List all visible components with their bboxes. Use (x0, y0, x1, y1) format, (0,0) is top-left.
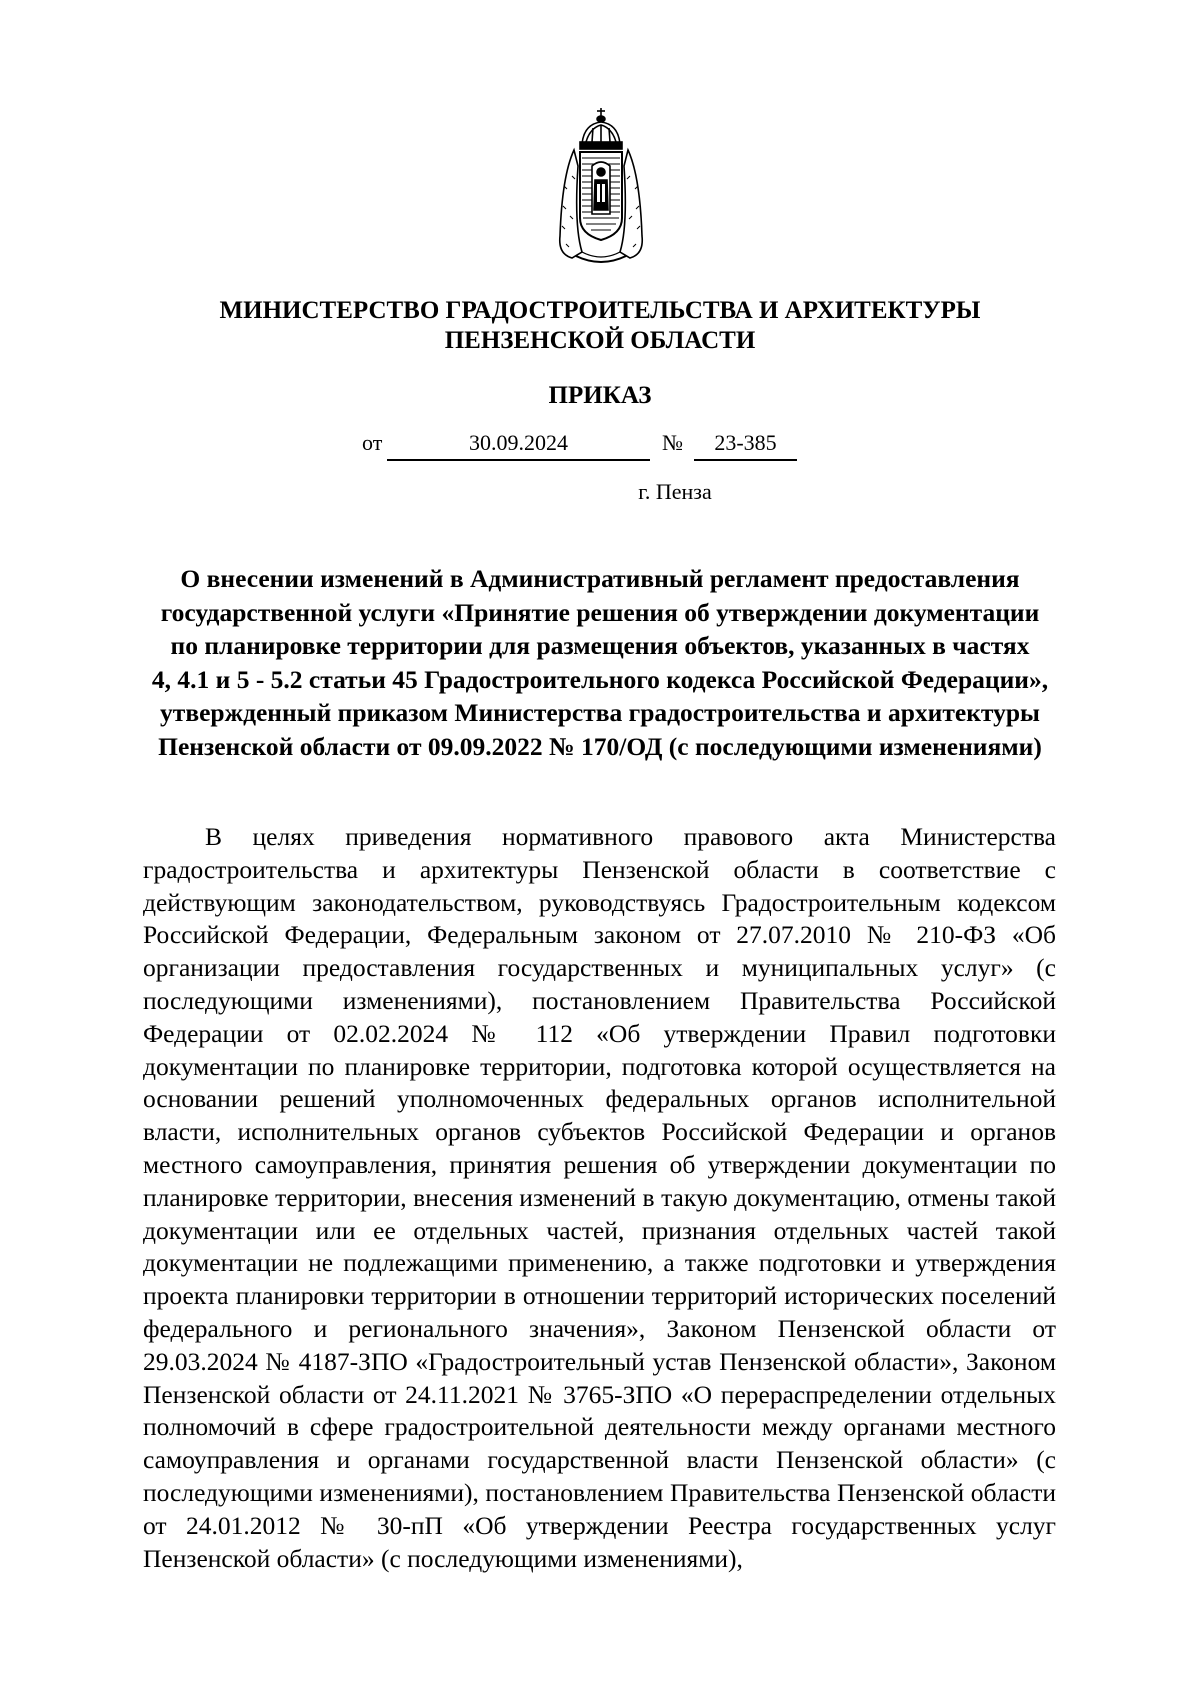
document-place: г. Пенза (638, 479, 712, 504)
coat-of-arms-icon (552, 106, 650, 266)
subject-line: утвержденный приказом Министерства градостроительства и архитектуры (160, 698, 1040, 727)
number-prefix: № (662, 430, 683, 455)
date-prefix: от (362, 430, 383, 455)
subject-line: О внесении изменений в Административный регламент предоставления (180, 564, 1020, 593)
ministry-name (0, 296, 1200, 356)
subject-line: 4, 4.1 и 5 - 5.2 статьи 45 Градостроительного кодекса Российской Федерации», (151, 664, 1049, 694)
document-date: 30.09.2024 (387, 430, 650, 461)
document-subject (130, 562, 1070, 763)
ministry-name-line-2: ПЕНЗЕНСКОЙ ОБЛАСТИ (444, 327, 756, 354)
subject-line: Пензенской области от 09.09.2022 № 170/ОД (с последующими изменениями) (158, 731, 1042, 761)
document-body (143, 821, 1056, 1575)
body-paragraph: В целях приведения нормативного правового акта Министерства градостроительства и архитектуры Пензенской области в соответствие с действующим законодательством, руководствуясь Градостроительным кодексом Российской Федерации, Федеральным законом от 27.07.2010 № 210-ФЗ «Об организации предоставления государственных и муниципальных услуг» (с последующими изменениями), постановлением Правительства Российской Федерации от 02.02.2024 № 112 «Об утверждении Правил подготовки документации по планировке территории, подготовка которой осуществляется на основании решений уполномоченных федеральных органов исполнительной власти, исполнительных органов субъектов Российской Федерации и органов местного самоуправления, принятия решения об утверждении документации по планировке территории, внесения изменений в такую документацию, отмены такой документации или ее отдельных частей, признания отдельных частей такой документации не подлежащими применению, а также подготовки и утверждения проекта планировки территории в отношении территорий исторических поселений федерального и регионального значения», Законом Пензенской области от 29.03.2024 № 4187-ЗПО «Градостроительный устав Пензенской области», Законом Пензенской области от 24.11.2021 № 3765-ЗПО «О перераспределении отдельных полномочий в сфере градостроительной деятельности между органами местного самоуправления и органами государственной власти Пензенской области» (с последующими изменениями), постановлением Правительства Пензенской области от 24.01.2012 № 30-пП «Об утверждении Реестра государственных услуг Пензенской области» (с последующими изменениями), (143, 822, 1056, 1573)
subject-line: государственной услуги «Принятие решения об утверждении документации (160, 597, 1040, 627)
document-number: 23-385 (694, 430, 797, 461)
ministry-name-line-1: МИНИСТЕРСТВО ГРАДОСТРОИТЕЛЬСТВА И АРХИТЕКТУРЫ (219, 297, 981, 324)
date-number-line (0, 430, 1200, 462)
document-type: ПРИКАЗ (548, 382, 652, 409)
subject-line: по планировке территории для размещения объектов, указанных в частях (170, 631, 1030, 660)
